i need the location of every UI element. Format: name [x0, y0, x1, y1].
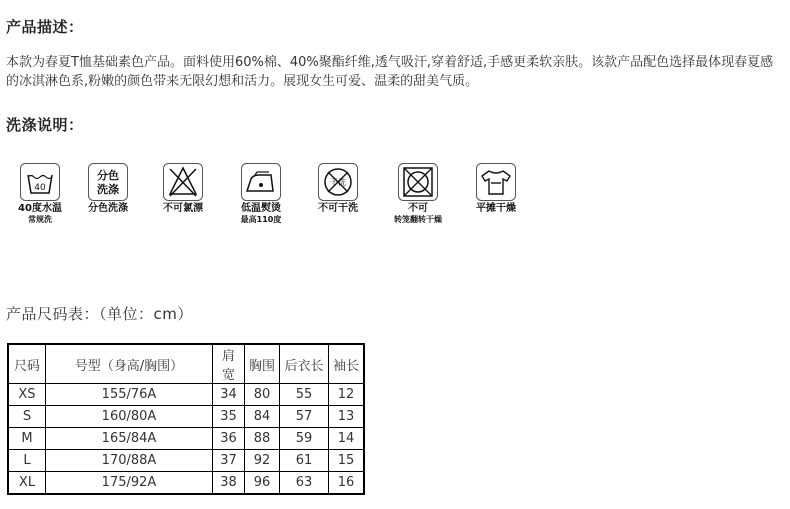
svg-text:干洗: 干洗	[330, 178, 346, 187]
header-model: 号型（身高/胸围）	[46, 344, 213, 384]
cell-shoulder: 35	[213, 406, 245, 428]
size-table-heading: 产品尺码表：（单位：cm）	[6, 305, 193, 323]
washing-heading: 洗涤说明：	[6, 116, 84, 134]
care-label: 不可氯漂	[163, 203, 203, 214]
care-label: 分色洗涤	[88, 203, 128, 214]
cell-chest: 92	[245, 450, 280, 472]
care-sublabel: 常规洗	[28, 215, 52, 224]
care-item-no-dry-clean	[303, 163, 373, 215]
care-item-iron	[226, 163, 296, 225]
care-sublabel: 转笼翻转干燥	[394, 215, 442, 224]
cell-length: 57	[280, 406, 329, 428]
care-label: 不可干洗	[318, 203, 358, 214]
cell-chest: 80	[245, 384, 280, 406]
cell-size: M	[8, 428, 46, 450]
care-label: 不可	[408, 203, 428, 214]
cell-size: L	[8, 450, 46, 472]
no-tumble-dry-icon	[398, 163, 438, 201]
table-row	[8, 428, 364, 450]
cell-length: 59	[280, 428, 329, 450]
cell-length: 55	[280, 384, 329, 406]
header-length: 后衣长	[280, 344, 329, 384]
iron-low-temp-icon	[241, 163, 281, 201]
care-label: 40度水温	[18, 203, 62, 214]
cell-length: 61	[280, 450, 329, 472]
cell-length: 63	[280, 472, 329, 495]
table-row	[8, 406, 364, 428]
wash-40-icon	[20, 163, 60, 201]
table-row	[8, 384, 364, 406]
cell-shoulder: 38	[213, 472, 245, 495]
description-heading: 产品描述：	[6, 18, 84, 36]
cell-chest: 88	[245, 428, 280, 450]
cell-size: XL	[8, 472, 46, 495]
header-size: 尺码	[8, 344, 46, 384]
cell-shoulder: 36	[213, 428, 245, 450]
care-label: 平摊干燥	[476, 203, 516, 214]
cell-sleeve: 14	[329, 428, 365, 450]
table-row	[8, 450, 364, 472]
cell-model: 160/80A	[46, 406, 213, 428]
cell-model: 165/84A	[46, 428, 213, 450]
no-bleach-icon	[163, 163, 203, 201]
care-label: 低温熨烫	[241, 203, 281, 214]
cell-sleeve: 12	[329, 384, 365, 406]
flat-dry-icon	[476, 163, 516, 201]
cell-chest: 96	[245, 472, 280, 495]
care-item-wash-40	[5, 163, 75, 225]
cell-shoulder: 34	[213, 384, 245, 406]
header-shoulder: 肩宽	[213, 344, 245, 384]
table-header-row	[8, 344, 364, 384]
svg-text:分色: 分色	[97, 169, 119, 182]
cell-model: 175/92A	[46, 472, 213, 495]
care-item-flat-dry	[461, 163, 531, 215]
table-row	[8, 472, 364, 495]
cell-sleeve: 15	[329, 450, 365, 472]
cell-model: 170/88A	[46, 450, 213, 472]
cell-shoulder: 37	[213, 450, 245, 472]
cell-sleeve: 13	[329, 406, 365, 428]
care-item-separate-wash	[73, 163, 143, 215]
care-item-no-bleach	[148, 163, 218, 215]
cell-sleeve: 16	[329, 472, 365, 495]
care-item-no-tumble-dry	[383, 163, 453, 225]
size-table	[7, 343, 365, 495]
no-dry-clean-icon	[318, 163, 358, 201]
care-sublabel: 最高110度	[240, 215, 282, 224]
svg-text:洗涤: 洗涤	[97, 183, 119, 196]
care-icons	[5, 163, 535, 243]
cell-model: 155/76A	[46, 384, 213, 406]
header-chest: 胸围	[245, 344, 280, 384]
cell-chest: 84	[245, 406, 280, 428]
header-sleeve: 袖长	[329, 344, 365, 384]
svg-text:40: 40	[34, 183, 46, 193]
separate-wash-icon	[88, 163, 128, 201]
cell-size: XS	[8, 384, 46, 406]
cell-size: S	[8, 406, 46, 428]
description-text: 本款为春夏T恤基础素色产品。面料使用60%棉、40%聚酯纤维,透气吸汗,穿着舒适,手感更柔软亲肤。该款产品配色选择最体现春夏感的冰淇淋色系,粉嫩的颜色带来无限幻想和活力。展现女生可爱、温柔的甜美气质。	[6, 55, 774, 89]
